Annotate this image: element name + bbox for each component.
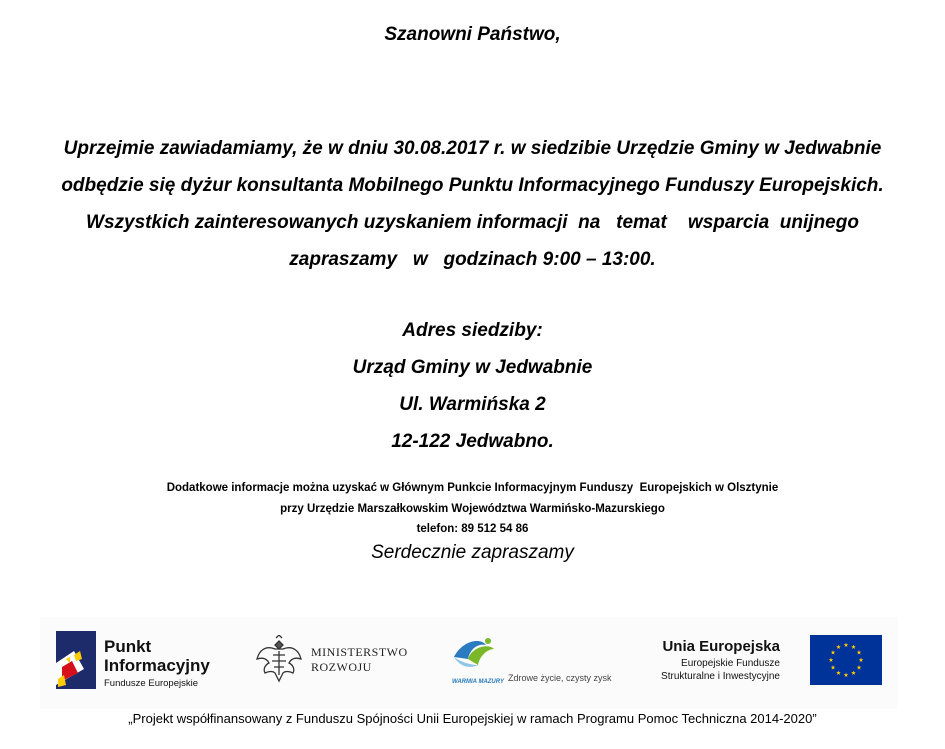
pi-title-line: Punkt	[104, 637, 152, 656]
ministerstwo-text	[311, 645, 408, 675]
ue-subtitle-line: Strukturalne i Inwestycyjne	[661, 671, 780, 682]
warmia-mazury-slogan: Zdrowe życie, czysty zysk	[508, 673, 612, 683]
closing: Serdecznie zapraszamy	[371, 542, 574, 563]
ministerstwo-rozwoju-logo	[255, 635, 415, 685]
announcement-line: Wszystkich zainteresowanych uzyskaniem informacji na temat wsparcia unijnego	[86, 212, 859, 233]
unia-europejska-logo	[640, 635, 890, 689]
announcement-line: odbędzie się dyżur konsultanta Mobilnego Punktu Informacyjnego Funduszy Europejskich.	[61, 175, 884, 196]
warmia-mazury-name: WARMIA MAZURY	[452, 679, 504, 685]
warmia-mazury-icon	[448, 635, 500, 679]
pi-title-line: Informacyjny	[104, 656, 210, 675]
ministerstwo-line: ROZWOJU	[311, 660, 372, 674]
ministerstwo-line: MINISTERSTWO	[311, 645, 408, 659]
address-label: Adres siedziby:	[402, 320, 543, 341]
additional-info	[0, 478, 945, 540]
punkt-informacyjny-icon	[54, 629, 100, 695]
info-phone: telefon: 89 512 54 86	[416, 523, 529, 535]
address-name: Urząd Gminy w Jedwabnie	[352, 357, 593, 378]
announcement-line: Uprzejmie zawiadamiamy, że w dniu 30.08.2017 r. w siedzibie Urzędzie Gminy w Jedwabnie	[63, 138, 882, 159]
ue-title: Unia Europejska	[662, 638, 780, 655]
ue-subtitle-line: Europejskie Fundusze	[681, 658, 780, 669]
unia-europejska-text	[661, 637, 780, 683]
announcement-line: zapraszamy w godzinach 9:00 – 13:00.	[289, 249, 656, 270]
logo-bar	[40, 617, 898, 709]
info-line: przy Urzędzie Marszałkowskim Województwa Warmińsko-Mazurskiego	[280, 502, 665, 515]
footer-note: „Projekt współfinansowany z Funduszu Spójności Unii Europejskiej w ramach Programu Pomoc Techniczna 2014-2020”	[128, 711, 817, 726]
greeting: Szanowni Państwo,	[384, 24, 561, 45]
eu-flag-icon	[810, 635, 882, 685]
announcement	[0, 130, 945, 278]
address-city: 12-122 Jedwabno.	[391, 431, 554, 452]
punkt-informacyjny-logo	[54, 629, 219, 695]
punkt-informacyjny-text	[104, 637, 210, 689]
eagle-emblem-icon	[255, 635, 303, 685]
pi-subtitle: Fundusze Europejskie	[104, 678, 198, 689]
warmia-mazury-logo	[448, 635, 628, 691]
info-line: Dodatkowe informacje można uzyskać w Głównym Punkcie Informacyjnym Funduszy Europejskich w Olsztynie	[166, 482, 779, 494]
address-block	[0, 312, 945, 460]
address-street: Ul. Warmińska 2	[399, 394, 546, 415]
